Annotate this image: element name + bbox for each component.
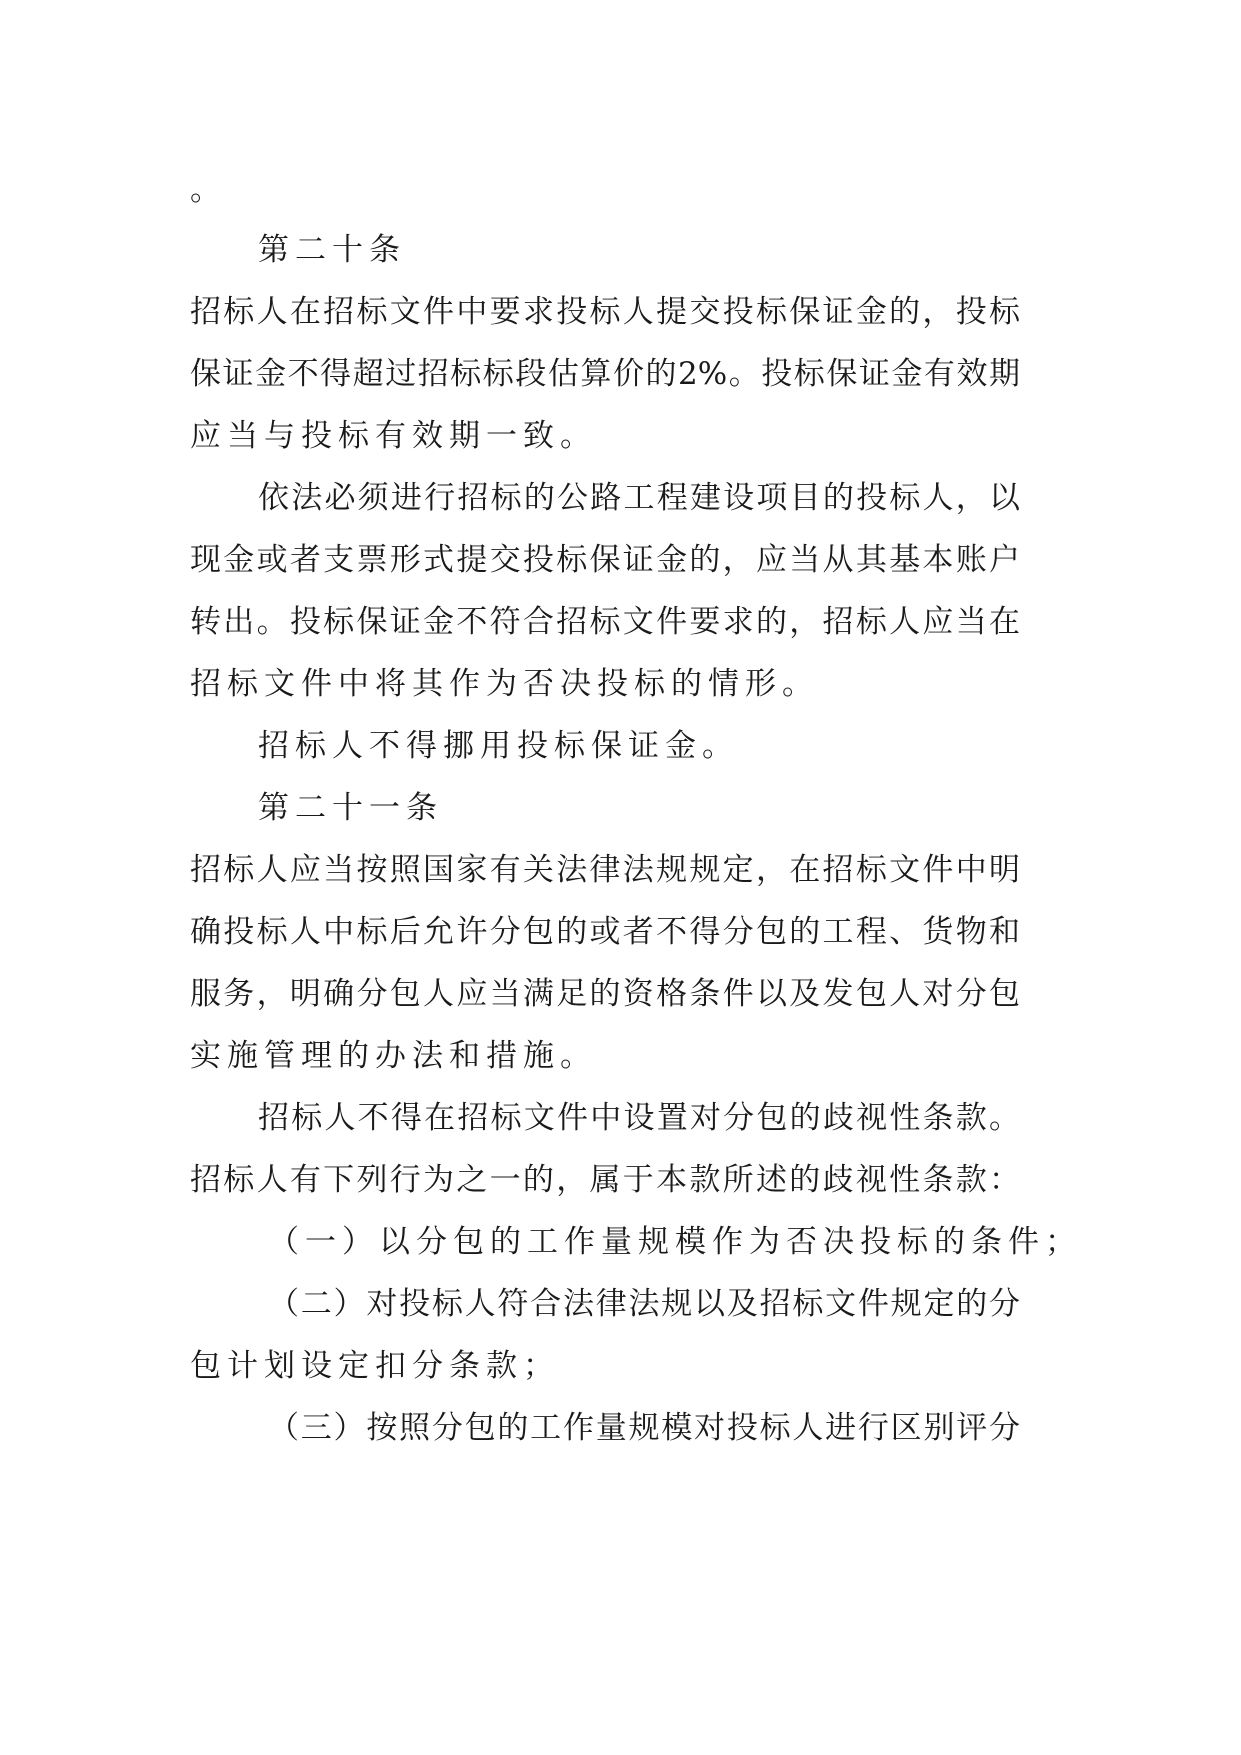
list-item-2-cont: 包计划设定扣分条款； <box>190 1348 560 1384</box>
text-line-16: 招标人不得在招标文件中设置对分包的歧视性条款。 <box>258 1100 1020 1136</box>
list-item-1: （一）以分包的工作量规模作为否决投标的条件； <box>268 1224 1082 1260</box>
text-line-5: 应当与投标有效期一致。 <box>190 418 597 454</box>
list-item-2: （二）对投标人符合法律法规以及招标文件规定的分 <box>268 1286 1020 1322</box>
text-line-15: 实施管理的办法和措施。 <box>190 1038 597 1074</box>
article-21-heading: 第二十一条 <box>258 790 443 826</box>
text-line-12: 招标人应当按照国家有关法律法规规定，在招标文件中明 <box>190 852 1020 888</box>
text-line-13: 确投标人中标后允许分包的或者不得分包的工程、货物和 <box>190 914 1020 950</box>
text-line-4: 保证金不得超过招标标段估算价的2%。投标保证金有效期 <box>190 356 1020 392</box>
article-20-heading: 第二十条 <box>258 232 406 268</box>
text-line-7: 现金或者支票形式提交投标保证金的，应当从其基本账户 <box>190 542 1020 578</box>
text-line-1: 。 <box>190 172 227 208</box>
text-line-14: 服务，明确分包人应当满足的资格条件以及发包人对分包 <box>190 976 1020 1012</box>
list-item-3: （三）按照分包的工作量规模对投标人进行区别评分 <box>268 1410 1020 1446</box>
text-line-3: 招标人在招标文件中要求投标人提交投标保证金的，投标 <box>190 294 1020 330</box>
text-line-10: 招标人不得挪用投标保证金。 <box>258 728 739 764</box>
text-line-6: 依法必须进行招标的公路工程建设项目的投标人，以 <box>258 480 1020 516</box>
text-line-9: 招标文件中将其作为否决投标的情形。 <box>190 666 819 702</box>
text-line-8: 转出。投标保证金不符合招标文件要求的，招标人应当在 <box>190 604 1020 640</box>
text-line-17: 招标人有下列行为之一的，属于本款所述的歧视性条款： <box>190 1162 1020 1198</box>
